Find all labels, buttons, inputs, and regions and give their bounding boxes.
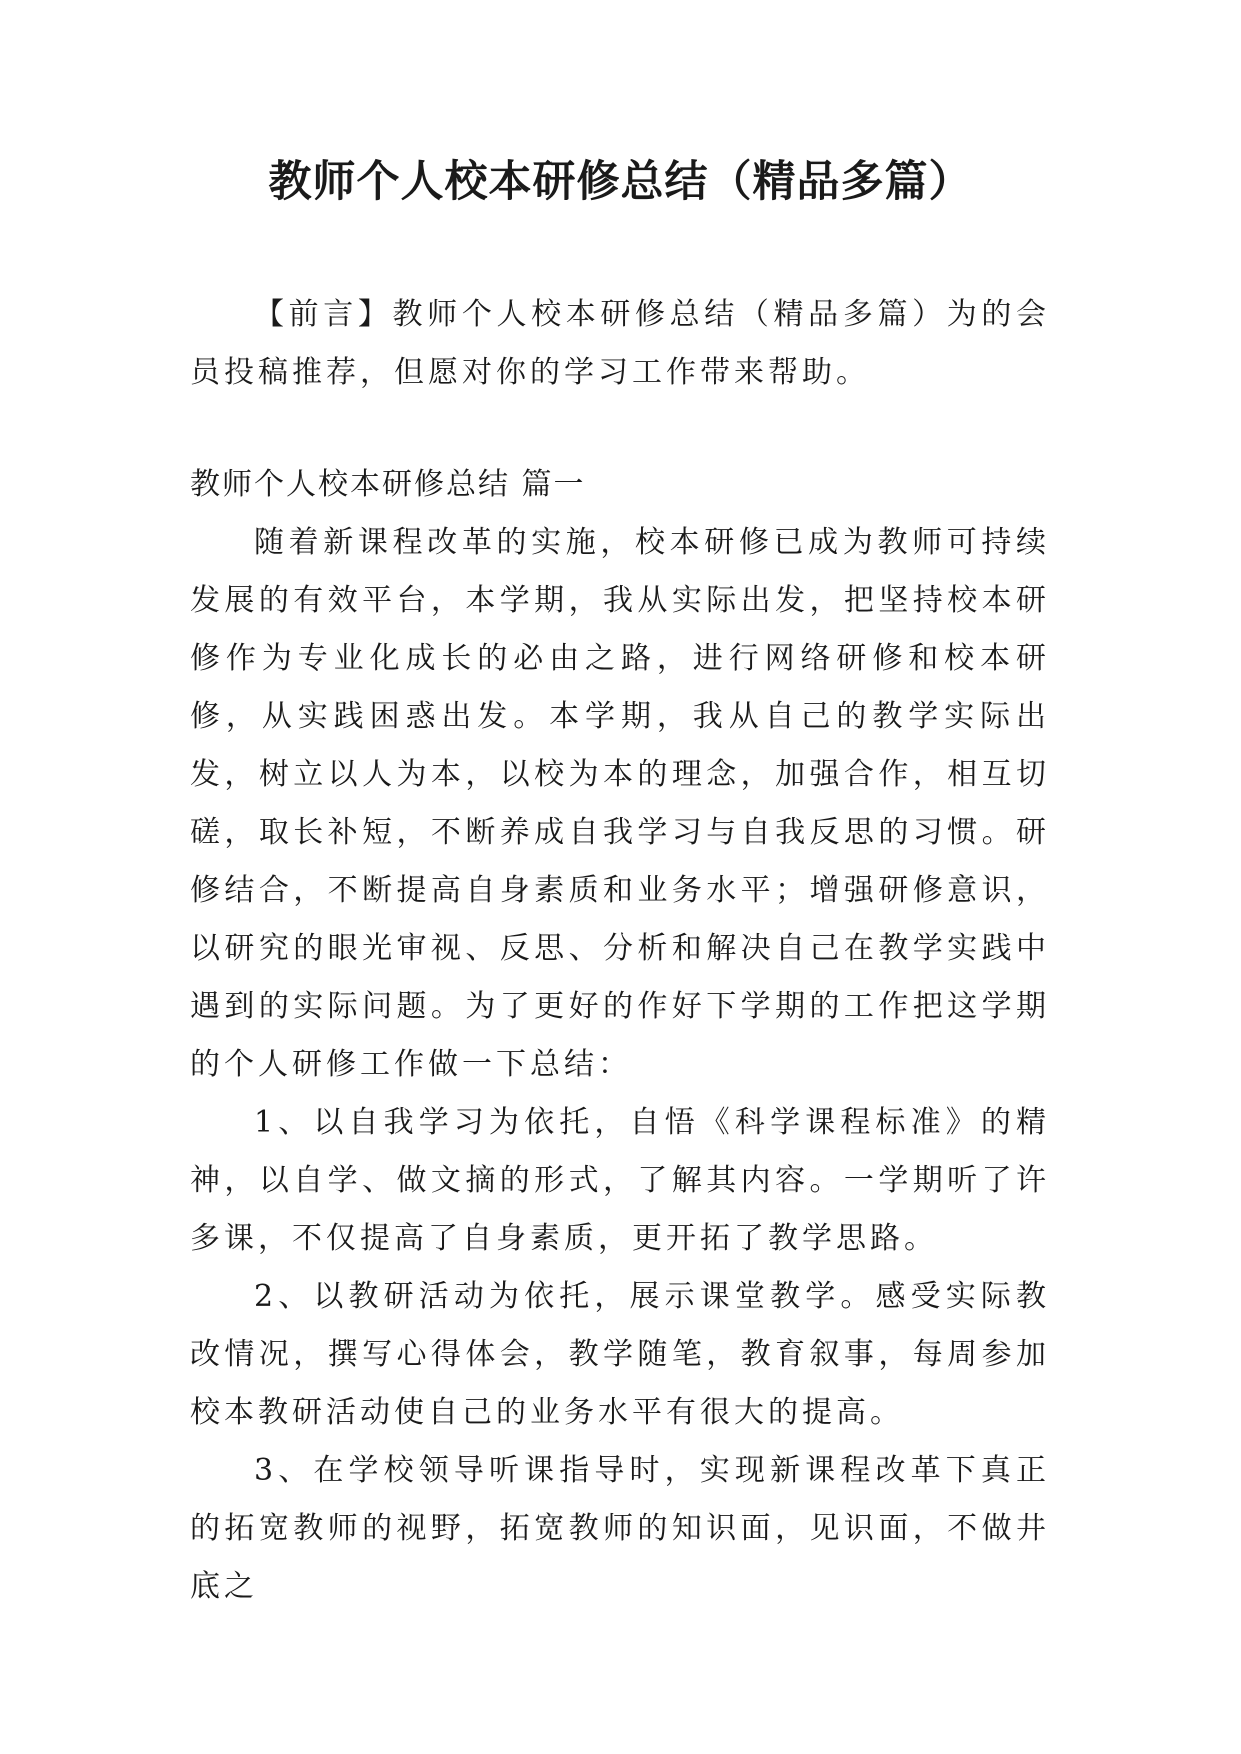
- document-body: [190, 286, 1050, 1616]
- section-heading: 教师个人校本研修总结 篇一: [190, 467, 586, 502]
- body-paragraph: 2、以教研活动为依托，展示课堂教学。感受实际教改情况，撰写心得体会，教学随笔，教育叙事，每周参加校本教研活动使自己的业务水平有很大的提高。: [190, 1279, 1050, 1430]
- body-paragraph: 3、在学校领导听课指导时，实现新课程改革下真正的拓宽教师的视野，拓宽教师的知识面，见识面，不做井底之: [190, 1453, 1050, 1604]
- preface-paragraph: 【前言】教师个人校本研修总结（精品多篇）为的会员投稿推荐，但愿对你的学习工作带来帮助。: [190, 297, 1050, 390]
- document-title: 教师个人校本研修总结（精品多篇）: [268, 157, 973, 207]
- body-paragraph: 1、以自我学习为依托，自悟《科学课程标准》的精神，以自学、做文摘的形式，了解其内容。一学期听了许多课，不仅提高了自身素质，更开拓了教学思路。: [190, 1105, 1050, 1256]
- body-paragraph: 随着新课程改革的实施，校本研修已成为教师可持续发展的有效平台，本学期，我从实际出发，把坚持校本研修作为专业化成长的必由之路，进行网络研修和校本研修，从实践困惑出发。本学期，我从自己的教学实际出发，树立以人为本，以校为本的理念，加强合作，相互切磋，取长补短，不断养成自我学习与自我反思的习惯。研修结合，不断提高自身素质和业务水平；增强研修意识，以研究的眼光审视、反思、分析和解决自己在教学实践中遇到的实际问题。为了更好的作好下学期的工作把这学期的个人研修工作做一下总结：: [190, 525, 1050, 1082]
